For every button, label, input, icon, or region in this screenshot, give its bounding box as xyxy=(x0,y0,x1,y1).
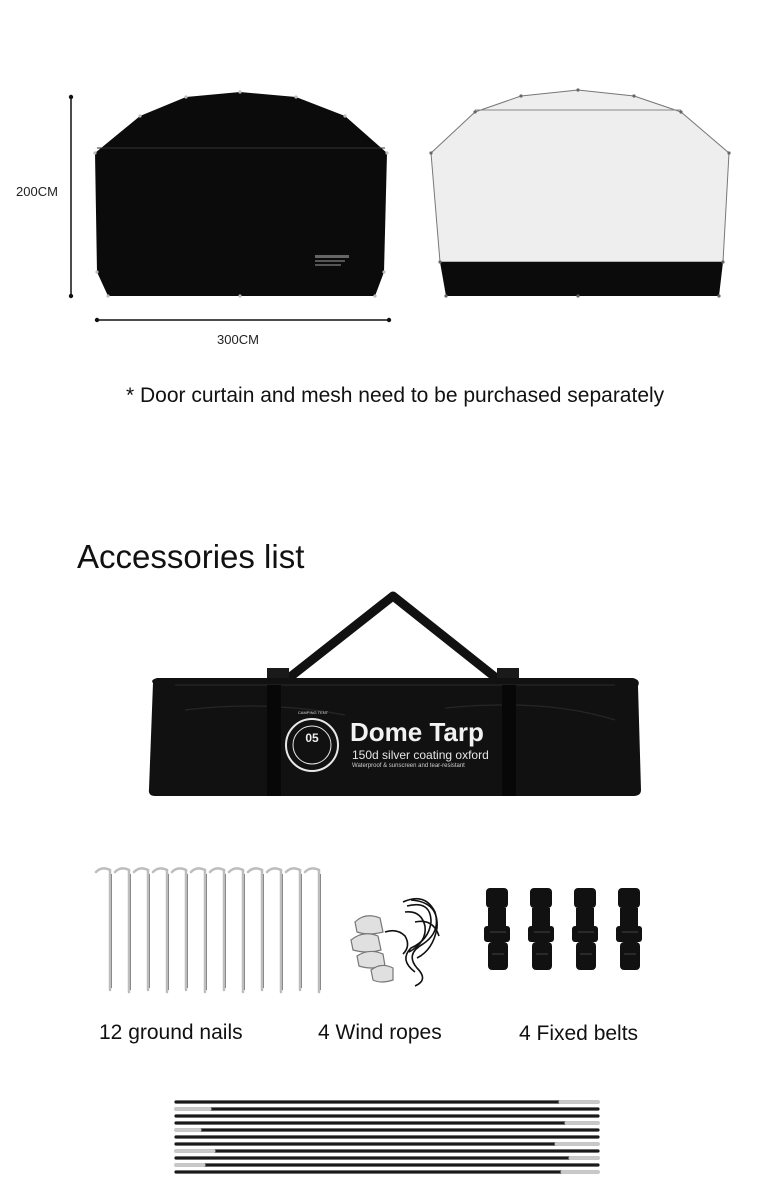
ground-nails-label: 12 ground nails xyxy=(99,1021,243,1044)
tent-poles-image xyxy=(170,1094,605,1180)
bag-subtitle: 150d silver coating oxford xyxy=(352,748,489,762)
bag-tagline: Waterproof & sunscreen and tear-resistant xyxy=(352,763,465,769)
width-label: 300CM xyxy=(217,332,259,347)
width-dimension-line xyxy=(95,318,391,322)
tarp-panel-silver xyxy=(429,88,730,297)
bag-badge-ring-text: CAMPING TENT xyxy=(297,710,329,715)
height-dimension-line xyxy=(69,95,73,298)
purchase-note: * Door curtain and mesh need to be purchased separately xyxy=(126,384,665,407)
height-label: 200CM xyxy=(16,184,58,199)
carry-bag xyxy=(145,590,645,800)
bag-title: Dome Tarp xyxy=(350,717,484,747)
wind-ropes-label: 4 Wind ropes xyxy=(318,1021,442,1044)
ground-nails-image xyxy=(88,862,333,1002)
tarp-diagram xyxy=(0,0,761,360)
bag-badge-number: 05 xyxy=(305,731,319,745)
fixed-belts-image xyxy=(478,882,653,982)
wind-ropes-image xyxy=(345,892,455,992)
tarp-panel-black xyxy=(93,90,388,297)
accessories-heading: Accessories list xyxy=(77,538,305,575)
fixed-belts-label: 4 Fixed belts xyxy=(519,1022,639,1045)
